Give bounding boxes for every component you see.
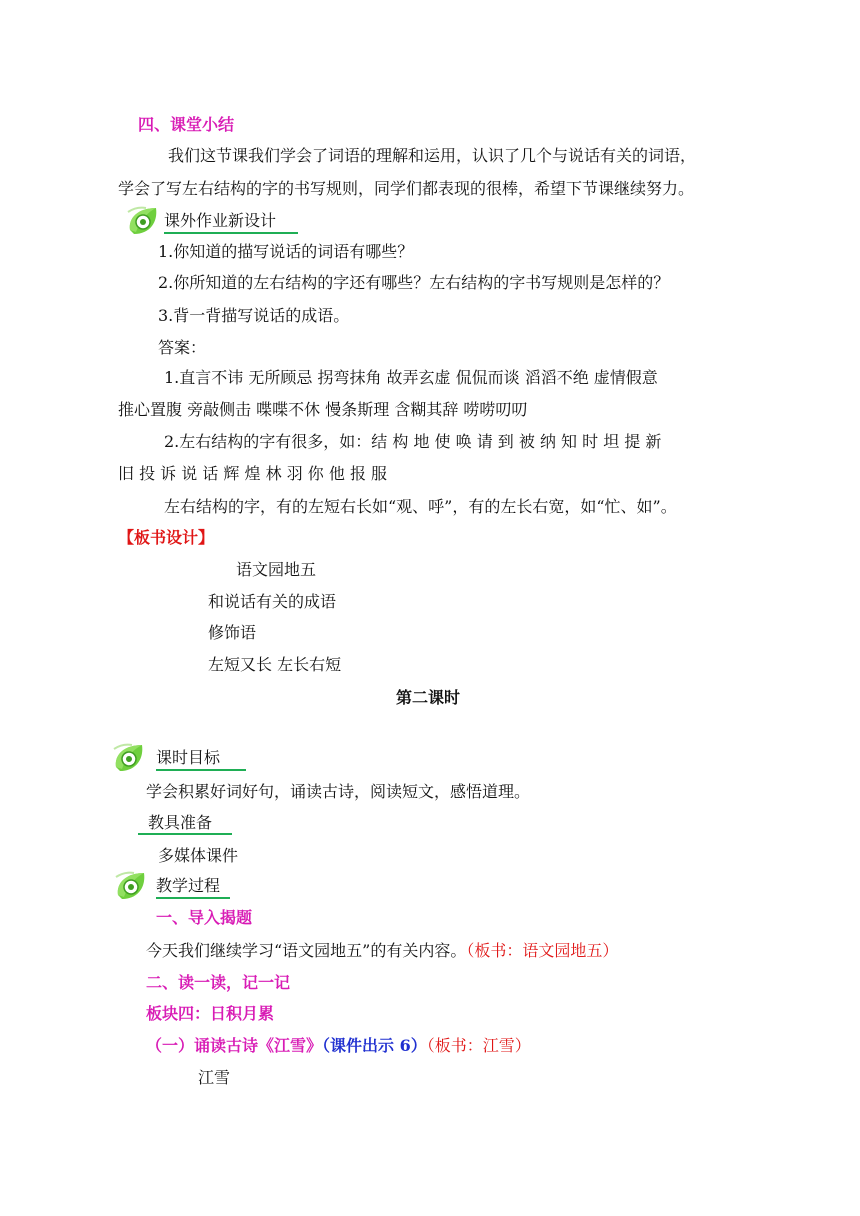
prep-title: 教具准备 — [138, 813, 232, 835]
goal-section-header — [112, 740, 246, 774]
step1-board-note: （板书：语文园地五） — [466, 941, 619, 960]
sub1-board-note: （板书：江雪） — [426, 1036, 531, 1055]
homework-question-3: 3.背一背描写说话的成语。 — [158, 306, 350, 325]
summary-para-line2: 学会了写左右结构的字的书写规则，同学们都表现的很棒，希望下节课继续努力。 — [118, 179, 695, 198]
step1-heading: 一、导入揭题 — [156, 908, 253, 927]
sub1-line — [146, 1035, 531, 1057]
board-line-1: 语文园地五 — [236, 560, 317, 579]
sub1-heading: （一）诵读古诗《江雪》 — [146, 1036, 323, 1055]
green-leaf-icon — [112, 741, 148, 773]
process-section-header — [114, 868, 230, 902]
answer-2-line1: 2.左右结构的字有很多，如：结 构 地 使 唤 请 到 被 纳 知 时 坦 提 新 — [164, 432, 662, 451]
answer-3: 左右结构的字，有的左短右长如“观、呼”，有的左长右宽，如“忙、如”。 — [164, 497, 677, 516]
homework-title: 课外作业新设计 — [164, 210, 298, 234]
step2-heading: 二、读一读，记一记 — [146, 973, 291, 992]
sub1-courseware: （课件出示 6） — [322, 1036, 427, 1055]
goal-title: 课时目标 — [156, 747, 246, 771]
summary-para-line1: 我们这节课我们学会了词语的理解和运用，认识了几个与说话有关的词语， — [168, 146, 697, 165]
step1-line — [146, 940, 618, 962]
process-title: 教学过程 — [156, 875, 230, 899]
green-leaf-icon — [114, 869, 150, 901]
board-line-2: 和说话有关的成语 — [208, 592, 337, 611]
board-line-4: 左短又长 左长右短 — [208, 655, 342, 674]
prep-text: 多媒体课件 — [158, 846, 239, 865]
answer-1-line1: 1.直言不讳 无所顾忌 拐弯抹角 故弄玄虚 侃侃而谈 滔滔不绝 虚情假意 — [164, 368, 658, 387]
homework-section-header — [126, 203, 298, 237]
homework-question-1: 1.你知道的描写说话的词语有哪些？ — [158, 242, 414, 261]
board-heading: 【板书设计】 — [118, 528, 215, 547]
summary-heading: 四、课堂小结 — [138, 115, 235, 134]
homework-question-2: 2.你所知道的左右结构的字还有哪些？左右结构的字书写规则是怎样的？ — [158, 273, 670, 292]
poem-title: 江雪 — [198, 1068, 231, 1087]
board-line-3: 修饰语 — [208, 623, 257, 642]
answer-2-line2: 旧 投 诉 说 话 辉 煌 林 羽 你 他 报 服 — [118, 464, 388, 483]
prep-section-header — [138, 812, 232, 834]
lesson2-title: 第二课时 — [396, 688, 461, 707]
answer-label: 答案： — [158, 338, 207, 357]
block4-heading: 板块四：日积月累 — [146, 1004, 275, 1023]
green-leaf-icon — [126, 204, 162, 236]
step1-text: 今天我们继续学习“语文园地五”的有关内容。 — [146, 941, 467, 960]
answer-1-line2: 推心置腹 旁敲侧击 喋喋不休 慢条斯理 含糊其辞 唠唠叨叨 — [118, 400, 528, 419]
goal-text: 学会积累好词好句，诵读古诗，阅读短文，感悟道理。 — [146, 782, 531, 801]
